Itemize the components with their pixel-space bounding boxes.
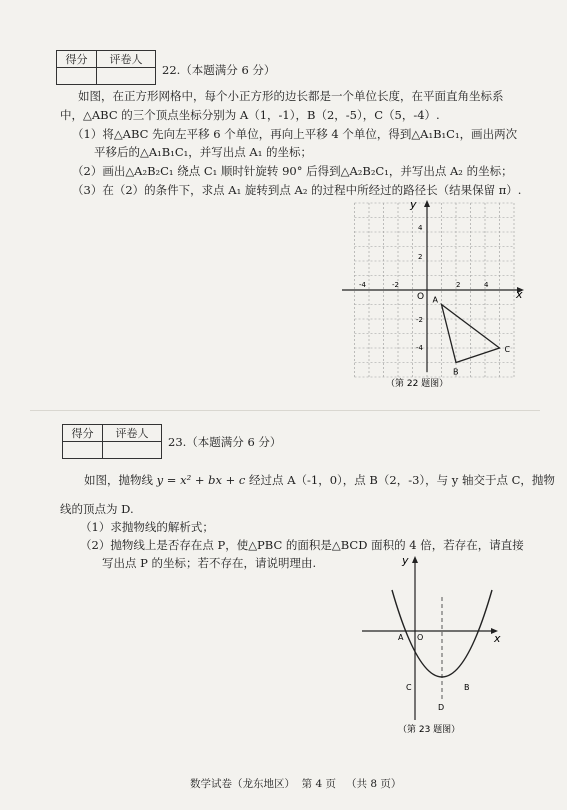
q23-label-d: D [438,703,445,712]
q22-line-1: 如图，在正方形网格中，每个小正方形的边长都是一个单位长度，在平面直角坐标系 [78,89,504,103]
q22-point-label-c: C [504,345,511,354]
grader-cell[interactable] [96,68,155,85]
q23-sub-1: （1）求抛物线的解析式； [80,520,214,534]
q22-y-label: y [410,198,417,211]
q23-label-o: O [417,633,424,642]
q23-heading: 23.（本题满分 6 分） [168,435,282,449]
grader-header: 评卷人 [102,425,161,442]
score-header: 得分 [63,425,103,442]
q22-ytick-neg2: -2 [416,316,423,324]
q22-xtick-neg4: -4 [359,281,366,289]
q23-y-label: y [402,554,409,567]
grader-header: 评卷人 [96,51,155,68]
grader-cell[interactable] [102,442,161,459]
q22-line-2: 中，△ABC 的三个顶点坐标分别为 A（1，-1），B（2，-5），C（5，-4）. [60,108,440,122]
q23-line-1-pre: 如图，抛物线 [84,473,157,487]
q22-y-arrow [424,200,430,207]
q23-label-c: C [406,683,412,692]
page-footer: 数学试卷（龙东地区） 第 4 页 （共 8 页） [190,778,402,790]
q22-ytick-neg4: -4 [416,344,423,352]
q23-figure [360,552,520,737]
q22-ytick-2: 2 [418,253,423,261]
q22-origin-label: O [417,292,425,302]
q23-line-2: 线的顶点为 D. [60,502,134,516]
q23-line-1 [84,472,555,489]
q23-x-label: x [494,632,501,645]
q22-line-4: 平移后的△A₁B₁C₁，并写出点 A₁ 的坐标； [94,145,312,159]
q23-label-b: B [464,683,470,692]
q23-sub-2b: 写出点 P 的坐标；若不存在，请说明理由. [102,556,317,570]
q22-xtick-2: 2 [456,281,461,289]
q22-point-label-a: A [432,295,438,305]
q22-point-label-b: B [453,367,459,377]
q22-line-3: （1）将△ABC 先向左平移 6 个单位，再向上平移 4 个单位，得到△A₁B₁C₁，画出两次 [72,127,518,141]
q22-x-label: x [516,288,523,301]
score-cell[interactable] [57,68,97,85]
q22-xtick-4: 4 [484,281,489,289]
q23-sub-2a: （2）抛物线上是否存在点 P，使△PBC 的面积是△BCD 面积的 4 倍，若存在，请直接 [80,538,524,552]
q23-line-1-post: 经过点 A（-1，0），点 B（2，-3），与 y 轴交于点 C，抛物 [245,473,555,487]
q22-xtick-neg2: -2 [392,281,399,289]
q22-score-box [56,50,156,85]
q22-line-5: （2）画出△A₂B₂C₁ 绕点 C₁ 顺时针旋转 90° 后得到△A₂B₂C₁，并写出点 A₂ 的坐标； [72,164,513,178]
q22-figure [338,198,530,389]
q22-heading: 22.（本题满分 6 分） [162,63,276,77]
score-cell[interactable] [63,442,103,459]
q23-label-a: A [398,633,404,642]
q22-caption: （第 22 题图） [386,379,449,389]
q22-line-6: （3）在（2）的条件下，求点 A₁ 旋转到点 A₂ 的过程中所经过的路径长（结果保留 π）. [72,183,522,197]
q23-caption: （第 23 题图） [398,725,461,735]
q22-ytick-4: 4 [418,224,423,232]
score-header: 得分 [57,51,97,68]
q23-formula: y = x² + bx + c [156,473,246,487]
q23-score-box [62,424,162,459]
q23-y-arrow [412,556,418,563]
